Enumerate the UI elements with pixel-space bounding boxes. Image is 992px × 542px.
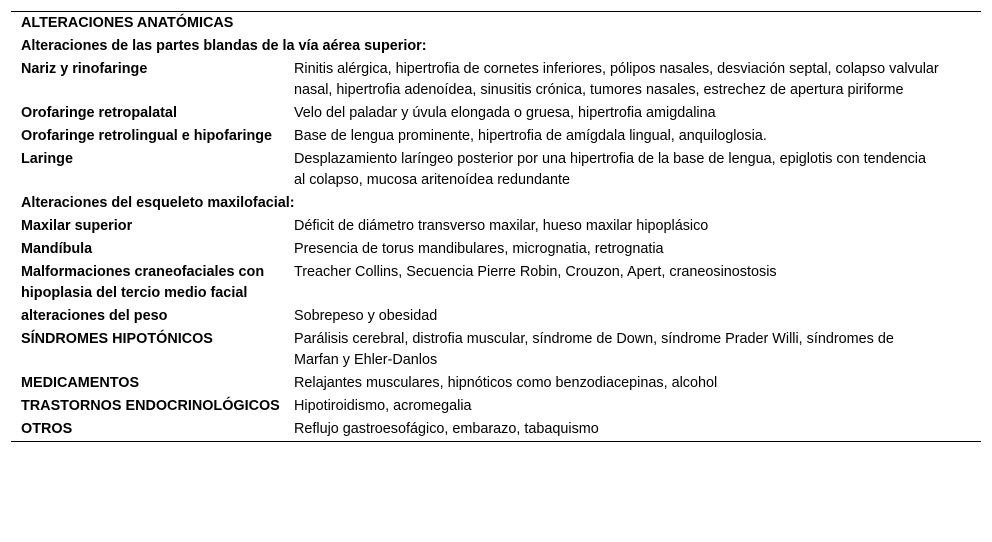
row-value: Velo del paladar y úvula elongada o gruesa, hipertrofia amigdalina bbox=[294, 105, 716, 121]
row-label: Nariz y rinofaringe bbox=[21, 61, 148, 77]
row-label: alteraciones del peso bbox=[21, 308, 168, 324]
row-value: Sobrepeso y obesidad bbox=[294, 308, 438, 324]
table-row bbox=[11, 215, 981, 238]
risk-factors-table bbox=[11, 11, 981, 442]
table-row bbox=[11, 395, 981, 418]
row-label: Laringe bbox=[21, 151, 73, 167]
row-value: Reflujo gastroesofágico, embarazo, tabaquismo bbox=[294, 421, 599, 437]
table-row bbox=[11, 148, 981, 192]
row-value: Relajantes musculares, hipnóticos como benzodiacepinas, alcohol bbox=[294, 375, 718, 391]
table-row bbox=[11, 372, 981, 395]
row-label: Malformaciones craneofaciales con hipoplasia del tercio medio facial bbox=[21, 264, 265, 301]
row-label: MEDICAMENTOS bbox=[21, 375, 140, 391]
table-row bbox=[11, 261, 981, 305]
row-value: Déficit de diámetro transverso maxilar, hueso maxilar hipoplásico bbox=[294, 218, 709, 234]
table-row bbox=[11, 328, 981, 372]
section-row bbox=[11, 192, 981, 215]
row-value: Base de lengua prominente, hipertrofia de amígdala lingual, anquiloglosia. bbox=[294, 128, 767, 144]
table-row bbox=[11, 125, 981, 148]
row-value: Hipotiroidismo, acromegalia bbox=[294, 398, 472, 414]
section-row bbox=[11, 35, 981, 58]
row-value: Desplazamiento laríngeo posterior por una hipertrofia de la base de lengua, epiglotis con tendencia al colapso, mucosa aritenoídea redundante bbox=[294, 151, 927, 188]
row-label: OTROS bbox=[21, 421, 73, 437]
row-label: TRASTORNOS ENDOCRINOLÓGICOS bbox=[21, 398, 280, 414]
row-label: Mandíbula bbox=[21, 241, 93, 257]
table-row bbox=[11, 305, 981, 328]
row-label: SÍNDROMES HIPOTÓNICOS bbox=[21, 331, 213, 347]
table-row bbox=[11, 418, 981, 442]
section-label: Alteraciones del esqueleto maxilofacial: bbox=[21, 195, 295, 211]
section-label: ALTERACIONES ANATÓMICAS bbox=[21, 15, 234, 31]
row-label: Orofaringe retropalatal bbox=[21, 105, 177, 121]
section-row bbox=[11, 12, 981, 36]
row-value: Treacher Collins, Secuencia Pierre Robin, Crouzon, Apert, craneosinostosis bbox=[294, 264, 777, 280]
row-value: Parálisis cerebral, distrofia muscular, síndrome de Down, síndrome Prader Willi, síndromes de Marfan y Ehler-Danlos bbox=[294, 331, 894, 368]
table-row bbox=[11, 238, 981, 261]
table-row bbox=[11, 58, 981, 102]
row-value: Presencia de torus mandibulares, micrognatia, retrognatia bbox=[294, 241, 664, 257]
row-value: Rinitis alérgica, hipertrofia de cornetes inferiores, pólipos nasales, desviación septal, colapso valvular nasal, hipertrofia adenoídea, sinusitis crónica, tumores nasales, estrechez de apertura piriforme bbox=[294, 61, 939, 98]
row-label: Orofaringe retrolingual e hipofaringe bbox=[21, 128, 273, 144]
section-label: Alteraciones de las partes blandas de la vía aérea superior: bbox=[21, 38, 427, 54]
row-label: Maxilar superior bbox=[21, 218, 133, 234]
table-container bbox=[11, 11, 981, 442]
table-body bbox=[11, 12, 981, 442]
table-row bbox=[11, 102, 981, 125]
